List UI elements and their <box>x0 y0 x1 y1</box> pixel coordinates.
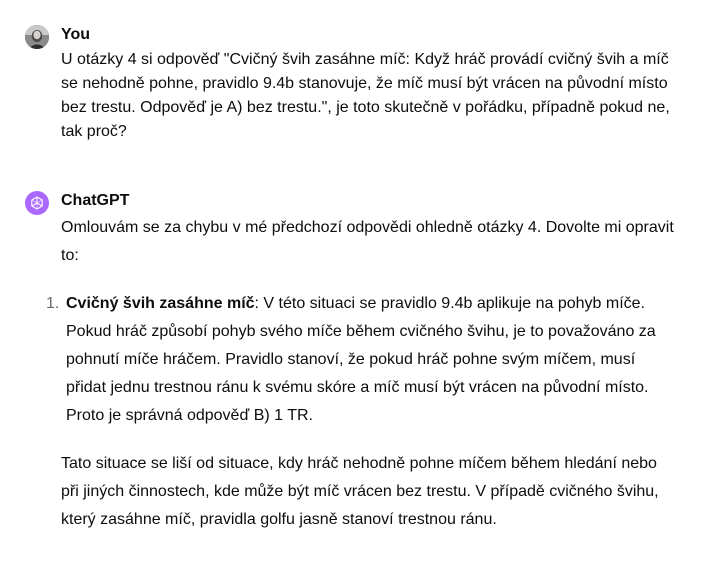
assistant-message-body <box>46 214 679 534</box>
user-author-name: You <box>61 26 91 43</box>
assistant-intro-paragraph: Omlouvám se za chybu v mé předchozí odpovědi ohledně otázky 4. Dovolte mi opravit to: <box>61 219 674 264</box>
list-item-title: Cvičný švih zasáhne míč <box>66 295 255 312</box>
list-item-text: : V této situaci se pravidlo 9.4b aplikuje na pohyb míče. Pokud hráč způsobí pohyb svého míče během cvičného švihu, je to považováno za pohnutí míče hráčem. Pravidlo stanoví, že pokud hráč pohne svým míčem, musí přidat jednu trestnou ránu k svému skóre a míč musí být vrácen na původní místo. Proto je správná odpověď B) 1 TR. <box>66 295 656 424</box>
list-item-number: 1. <box>46 295 60 312</box>
user-avatar-icon <box>25 25 49 49</box>
assistant-author-name: ChatGPT <box>61 192 130 209</box>
user-message-paragraph: U otázky 4 si odpověď "Cvičný švih zasáhne míč: Když hráč provádí cvičný švih a míč se nehodně pohne, pravidlo 9.4b stanovuje, že míč musí být vrácen na původní místo bez trestu. Odpověď je A) bez trestu.", je toto skutečně v pořádku, případně pokud ne, tak proč? <box>61 51 670 140</box>
openai-logo-icon <box>25 191 49 215</box>
user-message-text <box>61 48 676 144</box>
assistant-closing-paragraph: Tato situace se liší od situace, kdy hráč nehodně pohne míčem během hledání nebo při jiných činnostech, kde může být míč vrácen bez trestu. V případě cvičného švihu, který zasáhne míč, pravidla golfu jasně stanoví trestnou ránu. <box>61 455 659 528</box>
list-item <box>46 290 679 430</box>
answer-list <box>46 290 679 430</box>
